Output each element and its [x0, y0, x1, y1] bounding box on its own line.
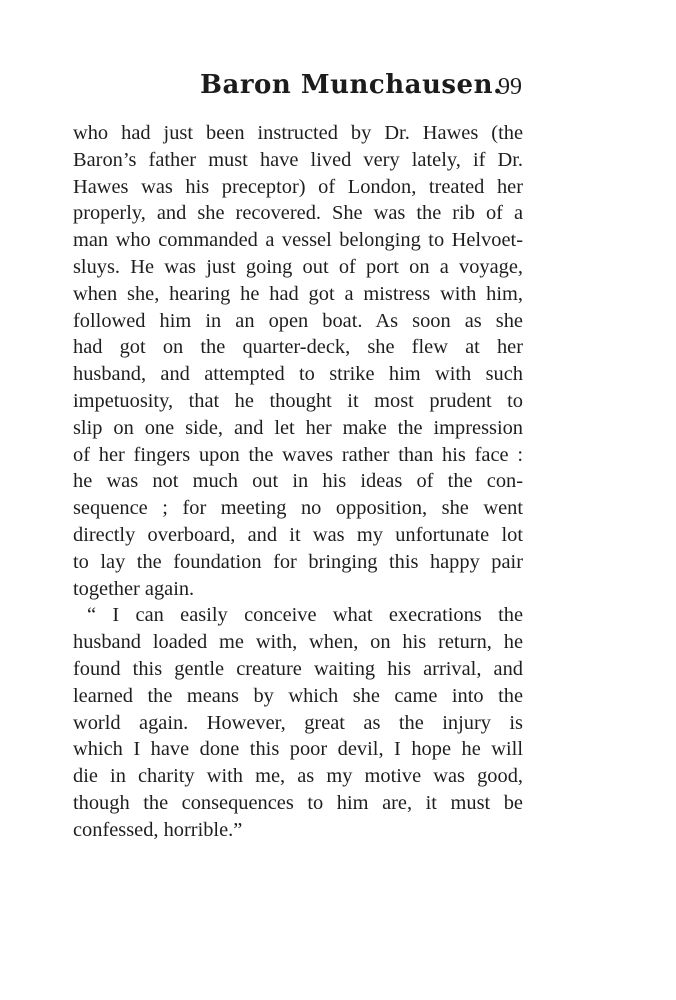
text-line: though the consequences to him are, it must be	[73, 791, 523, 814]
text-line: Hawes was his preceptor) of London, treated her	[73, 175, 523, 198]
text-line: impetuosity, that he thought it most prudent to	[73, 389, 523, 412]
text-line: properly, and she recovered. She was the rib of a	[73, 202, 523, 225]
text-line: learned the means by which she came into the	[73, 684, 523, 707]
text-line: he was not much out in his ideas of the con-	[73, 470, 523, 493]
text-line: sequence ; for meeting no opposition, she went	[73, 497, 523, 520]
text-line: husband loaded me with, when, on his return, he	[73, 631, 523, 654]
paragraph-start-line: “ I can easily conceive what execrations the	[87, 604, 523, 627]
text-line: Baron’s father must have lived very lately, if Dr.	[73, 148, 523, 171]
running-title: Baron Munchausen.	[200, 70, 503, 100]
text-line: when she, hearing he had got a mistress with him,	[73, 282, 523, 305]
text-line: slip on one side, and let her make the impression	[73, 416, 523, 439]
text-line: which I have done this poor devil, I hope he will	[73, 738, 523, 761]
body-text	[73, 120, 523, 844]
text-line: of her fingers upon the waves rather than his face :	[73, 443, 523, 466]
text-line: husband, and attempted to strike him with such	[73, 363, 523, 386]
text-line: who had just been instructed by Dr. Hawes (the	[73, 122, 523, 144]
text-line: die in charity with me, as my motive was good,	[73, 765, 523, 788]
page-number: 99	[498, 74, 522, 100]
paragraph-end-line: confessed, horrible.”	[73, 818, 243, 841]
text-line: to lay the foundation for bringing this happy pair	[73, 550, 523, 573]
text-line: followed him in an open boat. As soon as she	[73, 309, 523, 332]
text-line: found this gentle creature waiting his arrival, and	[73, 657, 523, 680]
paragraph-end-line: together again.	[73, 577, 195, 600]
running-head	[0, 70, 676, 110]
text-line: world again. However, great as the injury is	[73, 711, 523, 734]
text-line: sluys. He was just going out of port on a voyage,	[73, 255, 523, 278]
text-line: had got on the quarter-deck, she flew at her	[73, 336, 523, 359]
text-line: man who commanded a vessel belonging to Helvoet-	[73, 229, 523, 252]
text-line: directly overboard, and it was my unfortunate lot	[73, 523, 523, 546]
